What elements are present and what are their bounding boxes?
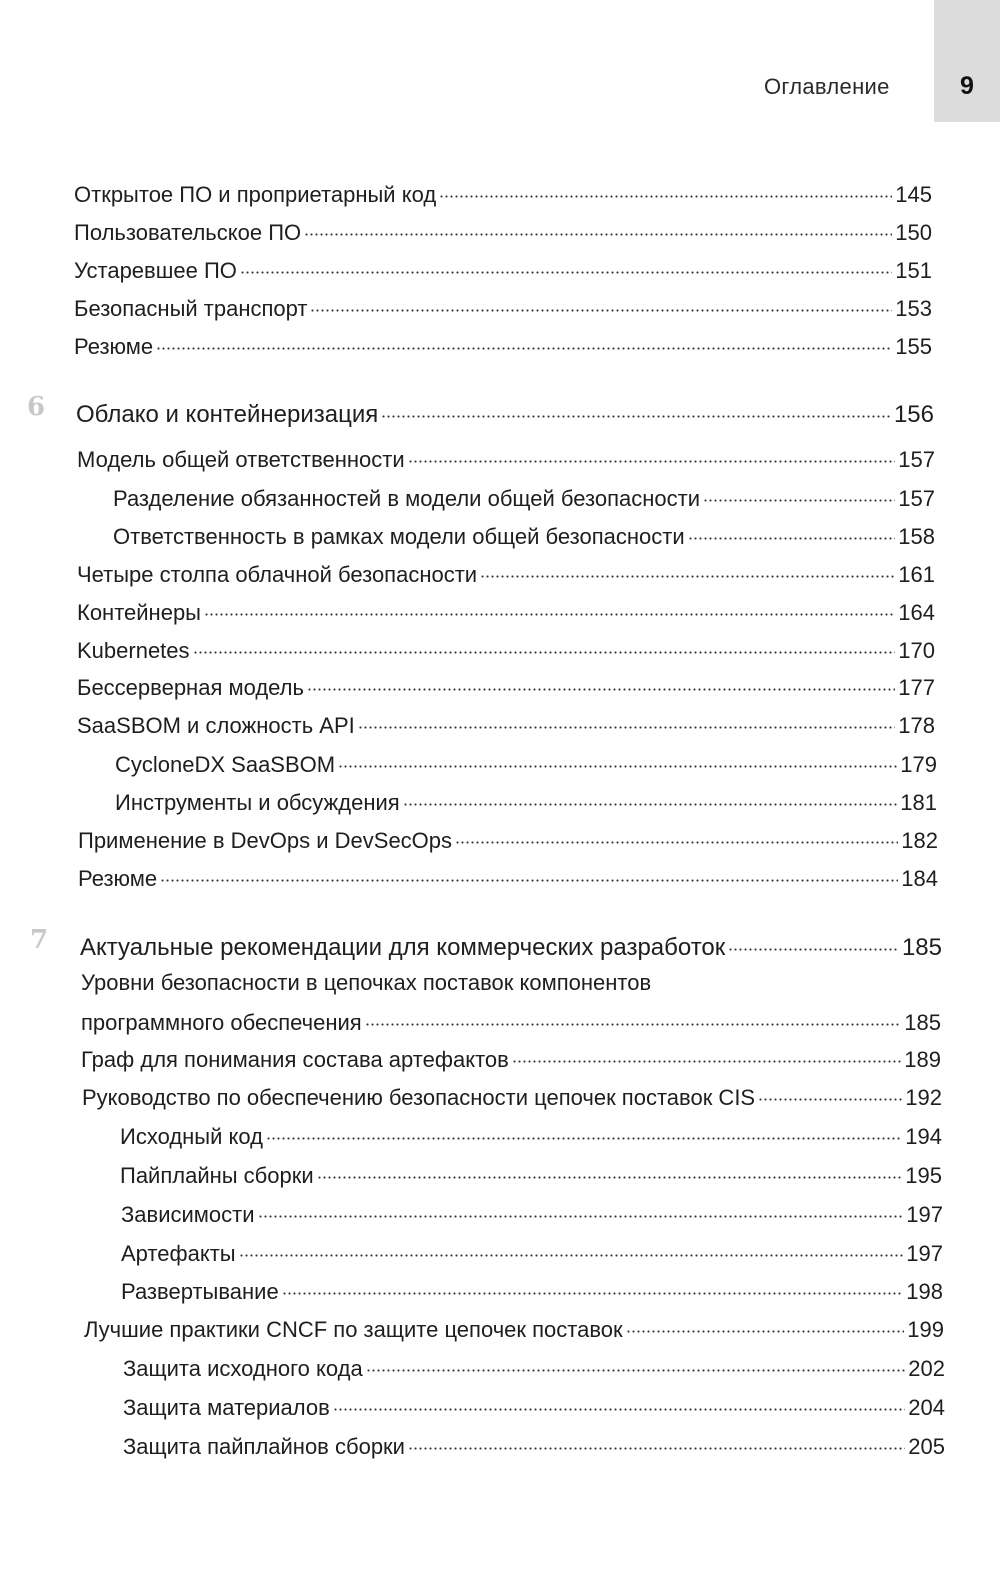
- toc-entry-label: Защита материалов: [123, 1395, 330, 1420]
- toc-entry: [77, 628, 935, 663]
- toc-entry-page: 177: [898, 675, 935, 700]
- toc-entry-page: 189: [904, 1047, 941, 1072]
- toc-entry-line1: Уровни безопасности в цепочках поставок компонентов: [81, 970, 652, 995]
- toc-entry-label: Открытое ПО и проприетарный код: [74, 182, 437, 207]
- leader-dots: [365, 1000, 902, 1030]
- toc-entry-label: Контейнеры: [77, 600, 201, 625]
- toc-entry-page: 155: [895, 334, 932, 359]
- toc-entry-label: Бессерверная модель: [77, 675, 304, 700]
- toc-entry-page: 195: [905, 1163, 942, 1188]
- toc-entry-label: Разделение обязанностей в модели общей безопасности: [113, 486, 700, 511]
- toc-entry-label: Защита пайплайнов сборки: [123, 1434, 405, 1459]
- leader-dots: [338, 742, 897, 772]
- leader-dots: [317, 1153, 903, 1183]
- leader-dots: [358, 703, 896, 733]
- leader-dots: [240, 248, 892, 278]
- toc-subentry: [120, 1153, 942, 1188]
- leader-dots: [239, 1231, 904, 1261]
- toc-entry-page: 197: [906, 1241, 943, 1266]
- toc-entry-page: 199: [907, 1317, 944, 1342]
- chapter-heading: [80, 925, 942, 961]
- leader-dots: [703, 476, 895, 506]
- leader-dots: [160, 856, 898, 886]
- leader-dots: [282, 1269, 904, 1299]
- toc-subentry: [121, 1269, 943, 1304]
- toc-entry: [74, 286, 932, 321]
- toc-entry-page: 182: [901, 828, 938, 853]
- toc-entry-page: 202: [908, 1356, 945, 1381]
- toc-entry: [82, 1075, 942, 1110]
- toc-entry: [81, 1000, 941, 1035]
- toc-entry-label: Kubernetes: [77, 638, 190, 663]
- toc-entry-page: 153: [895, 296, 932, 321]
- toc-entry-label: Ответственность в рамках модели общей безопасности: [113, 524, 685, 549]
- leader-dots: [304, 210, 892, 240]
- leader-dots: [307, 665, 895, 695]
- chapter-page: 156: [893, 401, 934, 428]
- page-number: 9: [960, 72, 974, 100]
- chapter-title: Актуальные рекомендации для коммерческих разработок: [80, 934, 726, 961]
- leader-dots: [193, 628, 896, 658]
- leader-dots: [366, 1346, 906, 1376]
- running-header-title: Оглавление: [764, 74, 890, 99]
- leader-dots: [333, 1385, 905, 1415]
- toc-entry-page: 179: [900, 752, 937, 777]
- chapter-number: 7: [30, 925, 49, 955]
- toc-entry: [74, 324, 932, 359]
- toc-entry-label: Резюме: [74, 334, 154, 359]
- toc-entry-label: Лучшие практики CNCF по защите цепочек поставок: [84, 1317, 623, 1342]
- toc-entry: [77, 590, 935, 625]
- leader-dots: [408, 437, 896, 467]
- toc-entry-page: 157: [898, 486, 935, 511]
- toc-subentry: [123, 1346, 945, 1381]
- toc-subentry: [113, 514, 935, 549]
- toc-entry-page: 150: [895, 220, 932, 245]
- toc-entry-page: 198: [906, 1279, 943, 1304]
- toc-entry-label: Четыре столпа облачной безопасности: [77, 562, 478, 587]
- toc-subentry: [113, 476, 935, 511]
- leader-dots: [728, 925, 899, 955]
- toc-entry-page: 178: [898, 713, 935, 738]
- leader-dots: [408, 1424, 905, 1454]
- leader-dots: [480, 552, 895, 582]
- leader-dots: [758, 1075, 902, 1105]
- toc-entry-page: 161: [898, 562, 935, 587]
- toc-entry: [78, 818, 938, 853]
- toc-subentry: [123, 1385, 945, 1420]
- toc-entry: [81, 1037, 941, 1072]
- toc-entry-label: Зависимости: [121, 1202, 255, 1227]
- leader-dots: [381, 392, 891, 422]
- toc-entry: [77, 552, 935, 587]
- leader-dots: [204, 590, 895, 620]
- toc-entry-label: Инструменты и обсуждения: [115, 790, 400, 815]
- chapter-title: Облако и контейнеризация: [76, 401, 379, 428]
- toc-entry: [74, 210, 932, 245]
- leader-dots: [156, 324, 892, 354]
- toc-entry: [77, 665, 935, 700]
- toc-entry-page: 157: [898, 447, 935, 472]
- toc-entry-label: Модель общей ответственности: [77, 447, 405, 472]
- chapter-number: 6: [27, 392, 46, 422]
- leader-dots: [310, 286, 892, 316]
- toc-entry-page: 197: [906, 1202, 943, 1227]
- toc-entry-label: Пользовательское ПО: [74, 220, 302, 245]
- toc-entry: [84, 1307, 944, 1342]
- toc-entry-page: 151: [895, 258, 932, 283]
- toc-entry: [77, 437, 935, 472]
- leader-dots: [512, 1037, 901, 1067]
- toc-entry-label: SaaSBOM и сложность API: [77, 713, 355, 738]
- toc-entry-label: программного обеспечения: [81, 1010, 362, 1035]
- toc-entry: [77, 703, 935, 738]
- toc-entry-page: 185: [904, 1010, 941, 1035]
- toc-entry: [74, 172, 932, 207]
- toc-entry-label: Граф для понимания состава артефактов: [81, 1047, 509, 1072]
- toc-entry-label: CycloneDX SaaSBOM: [115, 752, 336, 777]
- toc-subentry: [115, 780, 937, 815]
- toc-entry-label: Защита исходного кода: [123, 1356, 363, 1381]
- toc-entry-page: 204: [908, 1395, 945, 1420]
- toc-entry-label: Безопасный транспорт: [74, 296, 308, 321]
- toc-entry: [74, 248, 932, 283]
- leader-dots: [258, 1192, 904, 1222]
- toc-entry-page: 205: [908, 1434, 945, 1459]
- toc-entry-label: Резюме: [78, 866, 158, 891]
- toc-entry-label: Пайплайны сборки: [120, 1163, 314, 1188]
- toc-entry-page: 181: [900, 790, 937, 815]
- toc-subentry: [121, 1192, 943, 1227]
- leader-dots: [439, 172, 892, 202]
- page-number-tab: [934, 0, 1000, 122]
- toc-entry-page: 192: [905, 1085, 942, 1110]
- chapter-page: 185: [901, 934, 942, 961]
- toc-entry-page: 158: [898, 524, 935, 549]
- toc-subentry: [121, 1231, 943, 1266]
- chapter-heading: [76, 392, 934, 428]
- toc-entry-label: Артефакты: [121, 1241, 236, 1266]
- toc-entry-label: Исходный код: [120, 1124, 263, 1149]
- toc-entry-label: Применение в DevOps и DevSecOps: [78, 828, 453, 853]
- toc-subentry: [123, 1424, 945, 1459]
- leader-dots: [626, 1307, 905, 1337]
- toc-entry-page: 145: [895, 182, 932, 207]
- toc-entry-page: 164: [898, 600, 935, 625]
- toc-entry: [78, 856, 938, 891]
- toc-entry-label: Устаревшее ПО: [74, 258, 237, 283]
- toc-subentry: [115, 742, 937, 777]
- toc-entry-label: Руководство по обеспечению безопасности цепочек поставок CIS: [82, 1085, 756, 1110]
- toc-entry-page: 170: [898, 638, 935, 663]
- leader-dots: [403, 780, 898, 810]
- toc-entry-page: 194: [905, 1124, 942, 1149]
- toc-subentry: [120, 1114, 942, 1149]
- leader-dots: [266, 1114, 902, 1144]
- leader-dots: [455, 818, 898, 848]
- leader-dots: [688, 514, 896, 544]
- toc-entry-label: Развертывание: [121, 1279, 279, 1304]
- toc-entry-page: 184: [901, 866, 938, 891]
